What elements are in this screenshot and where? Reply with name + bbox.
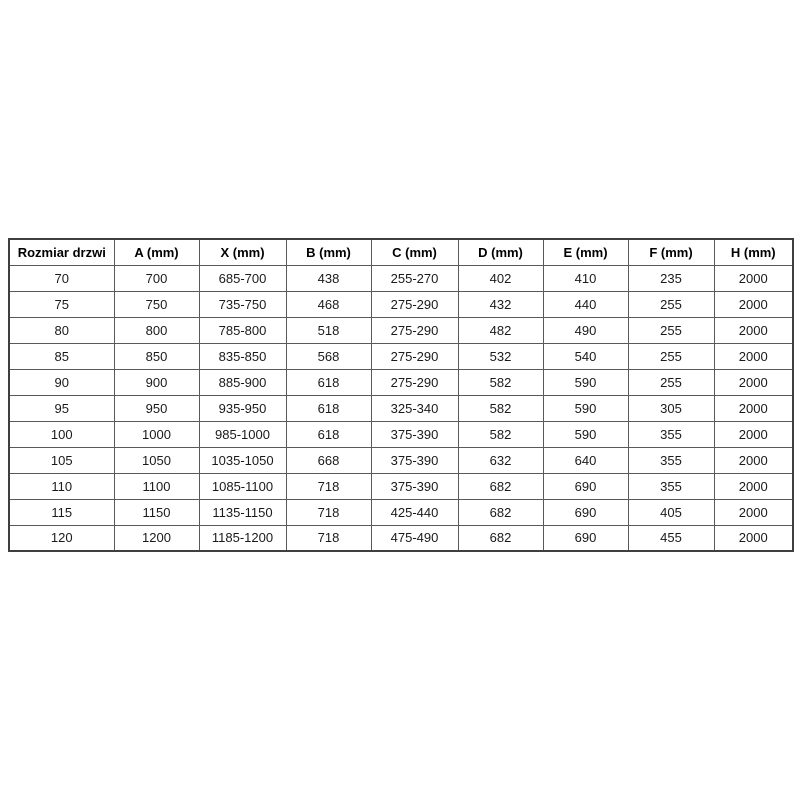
header-cell: H (mm) [714,239,793,265]
table-cell: 95 [9,395,114,421]
table-cell: 425-440 [371,499,458,525]
table-cell: 2000 [714,291,793,317]
table-cell: 590 [543,395,628,421]
table-cell: 518 [286,317,371,343]
table-cell: 410 [543,265,628,291]
table-cell: 305 [628,395,714,421]
table-cell: 405 [628,499,714,525]
table-cell: 735-750 [199,291,286,317]
table-row [9,395,793,421]
table-cell: 1185-1200 [199,525,286,551]
table-cell: 1085-1100 [199,473,286,499]
table-body [9,265,793,551]
table-cell: 590 [543,369,628,395]
table-cell: 255 [628,291,714,317]
table-cell: 375-390 [371,421,458,447]
header-cell: D (mm) [458,239,543,265]
table-cell: 255-270 [371,265,458,291]
table-row [9,343,793,369]
table-cell: 835-850 [199,343,286,369]
table-cell: 850 [114,343,199,369]
table-cell: 482 [458,317,543,343]
table-cell: 582 [458,395,543,421]
table-cell: 568 [286,343,371,369]
table-cell: 255 [628,369,714,395]
table-cell: 1200 [114,525,199,551]
table-row [9,265,793,291]
table-cell: 640 [543,447,628,473]
table-cell: 440 [543,291,628,317]
table-header [9,239,793,265]
table-cell: 618 [286,421,371,447]
table-cell: 110 [9,473,114,499]
table-cell: 80 [9,317,114,343]
table-cell: 90 [9,369,114,395]
table-row [9,291,793,317]
header-cell: C (mm) [371,239,458,265]
table-cell: 618 [286,369,371,395]
header-row [9,239,793,265]
table-row [9,369,793,395]
table-cell: 375-390 [371,447,458,473]
table-cell: 1035-1050 [199,447,286,473]
table-cell: 355 [628,473,714,499]
table-cell: 275-290 [371,369,458,395]
table-cell: 632 [458,447,543,473]
table-cell: 375-390 [371,473,458,499]
table-cell: 2000 [714,369,793,395]
table-cell: 275-290 [371,343,458,369]
table-cell: 682 [458,473,543,499]
header-cell: E (mm) [543,239,628,265]
table-row [9,447,793,473]
table-cell: 85 [9,343,114,369]
table-cell: 718 [286,525,371,551]
table-cell: 70 [9,265,114,291]
table-cell: 432 [458,291,543,317]
table-cell: 785-800 [199,317,286,343]
table-cell: 1100 [114,473,199,499]
table-row [9,317,793,343]
table-cell: 275-290 [371,317,458,343]
table-cell: 325-340 [371,395,458,421]
table-cell: 718 [286,473,371,499]
table-cell: 682 [458,499,543,525]
table-cell: 2000 [714,343,793,369]
table-cell: 355 [628,421,714,447]
header-cell: B (mm) [286,239,371,265]
table-cell: 455 [628,525,714,551]
door-size-spec-table [8,238,794,552]
table-cell: 690 [543,525,628,551]
door-size-table-container [8,238,792,552]
table-cell: 885-900 [199,369,286,395]
table-cell: 950 [114,395,199,421]
table-row [9,525,793,551]
table-cell: 1050 [114,447,199,473]
table-cell: 582 [458,421,543,447]
table-cell: 1000 [114,421,199,447]
table-cell: 2000 [714,421,793,447]
table-cell: 120 [9,525,114,551]
table-cell: 2000 [714,525,793,551]
table-cell: 235 [628,265,714,291]
table-cell: 75 [9,291,114,317]
table-cell: 900 [114,369,199,395]
table-cell: 2000 [714,473,793,499]
table-row [9,473,793,499]
table-cell: 935-950 [199,395,286,421]
table-cell: 1150 [114,499,199,525]
table-cell: 468 [286,291,371,317]
table-cell: 718 [286,499,371,525]
table-cell: 115 [9,499,114,525]
table-cell: 685-700 [199,265,286,291]
table-cell: 590 [543,421,628,447]
table-cell: 255 [628,343,714,369]
table-cell: 490 [543,317,628,343]
table-row [9,421,793,447]
header-cell: X (mm) [199,239,286,265]
header-cell: Rozmiar drzwi [9,239,114,265]
table-row [9,499,793,525]
table-cell: 532 [458,343,543,369]
table-cell: 100 [9,421,114,447]
table-cell: 105 [9,447,114,473]
table-cell: 985-1000 [199,421,286,447]
table-cell: 2000 [714,265,793,291]
table-cell: 1135-1150 [199,499,286,525]
table-cell: 690 [543,499,628,525]
table-cell: 475-490 [371,525,458,551]
table-cell: 275-290 [371,291,458,317]
table-cell: 618 [286,395,371,421]
table-cell: 2000 [714,395,793,421]
table-cell: 355 [628,447,714,473]
table-cell: 700 [114,265,199,291]
table-cell: 2000 [714,317,793,343]
table-cell: 2000 [714,499,793,525]
header-cell: F (mm) [628,239,714,265]
table-cell: 682 [458,525,543,551]
table-cell: 800 [114,317,199,343]
header-cell: A (mm) [114,239,199,265]
table-cell: 255 [628,317,714,343]
table-cell: 2000 [714,447,793,473]
table-cell: 582 [458,369,543,395]
table-cell: 438 [286,265,371,291]
table-cell: 402 [458,265,543,291]
table-cell: 750 [114,291,199,317]
table-cell: 540 [543,343,628,369]
table-cell: 668 [286,447,371,473]
table-cell: 690 [543,473,628,499]
